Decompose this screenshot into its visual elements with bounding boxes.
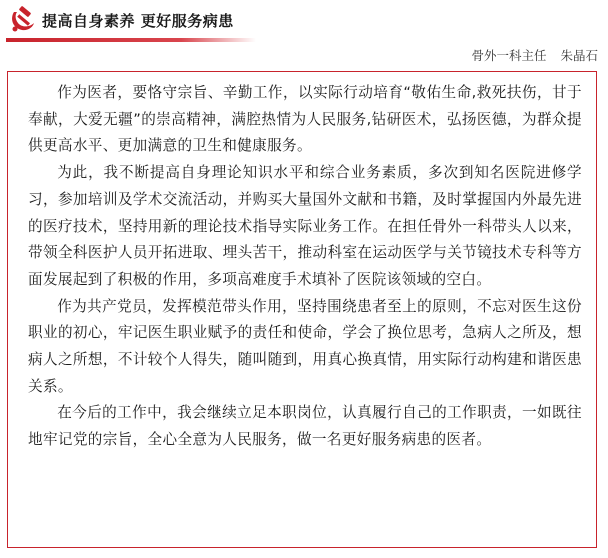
article-paragraph: 作为医者，要恪守宗旨、辛勤工作，以实际行动培育“敬佑生命,救死扶伤，甘于奉献，大爱无疆”的崇高精神，满腔热情为人民服务,钻研医术，弘扬医德，为群众提供更高水平、更加满意的卫生和健康服务。	[28, 84, 582, 155]
author-byline	[471, 46, 598, 64]
article-body	[7, 71, 597, 548]
article-paragraph: 作为共产党员，发挥模范带头作用，坚持围绕患者至上的原则，不忘对医生这份职业的初心，牢记医生职业赋予的责任和使命，学会了换位思考，急病人之所及，想病人之所想，不计较个人得失，随叫随到，用真心换真情，用实际行动构建和谐医患关系。	[28, 297, 582, 395]
page-title: 提高自身素养 更好服务病患	[42, 12, 234, 30]
article-paragraph: 为此，我不断提高自身理论知识水平和综合业务素质，多次到知名医院进修学习，参加培训及学术交流活动，并购买大量国外文献和书籍，及时掌握国内外最先进的医疗技术，坚持用新的理论技术指导实际业务工作。在担任骨外一科带头人以来，带领全科医护人员开拓进取、埋头苦干，推动科室在运动医学与关节镜技术专科等方面发展起到了积极的作用，多项高难度手术填补了医院该领域的空白。	[28, 164, 582, 288]
author-name: 朱晶石	[560, 48, 598, 63]
title-underline-rule	[6, 38, 256, 42]
article-header	[6, 4, 606, 40]
author-department: 骨外一科主任	[471, 48, 547, 63]
article-paragraph: 在今后的工作中，我会继续立足本职岗位，认真履行自己的工作职责，一如既往地牢记党的宗旨，全心全意为人民服务，做一名更好服务病患的医者。	[28, 404, 582, 449]
party-emblem-icon	[8, 6, 36, 34]
